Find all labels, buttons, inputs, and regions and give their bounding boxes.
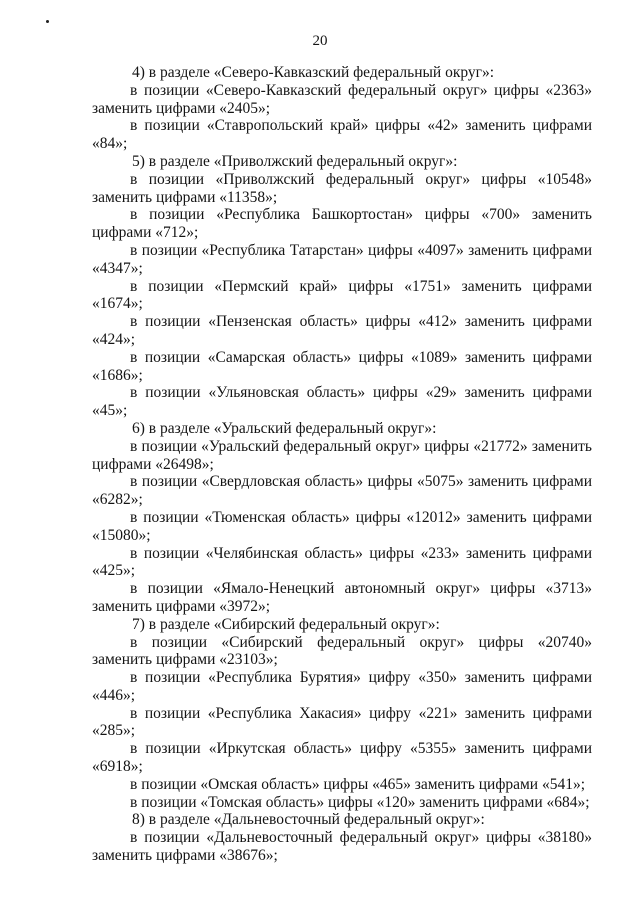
amendment-item: в позиции «Ямало-Ненецкий автономный округ» цифры «3713» заменить цифрами «3972»; <box>92 580 592 615</box>
amendment-item: в позиции «Пензенская область» цифры «412» заменить цифрами «424»; <box>92 313 592 348</box>
section-heading: 5) в разделе «Приволжский федеральный округ»: <box>132 152 458 170</box>
amendment-item: в позиции «Омская область» цифры «465» заменить цифрами «541»; <box>130 775 586 793</box>
amendment-item: в позиции «Республика Татарстан» цифры «4097» заменить цифрами «4347»; <box>92 241 592 277</box>
amendment-item: в позиции «Северо-Кавказский федеральный округ» цифры «2363» заменить цифрами «2405»; <box>92 81 592 117</box>
amendment-item: в позиции «Дальневосточный федеральный округ» цифры «38180» заменить цифрами «38676»; <box>92 829 592 865</box>
page-number: 20 <box>312 33 328 49</box>
amendment-item: в позиции «Самарская область» цифры «1089» заменить цифрами «1686»; <box>92 348 592 384</box>
amendment-item: в позиции «Республика Бурятия» цифру «350» заменить цифрами «446»; <box>92 669 592 704</box>
amendment-item: в позиции «Тюменская область» цифры «12012» заменить цифрами «15080»; <box>92 508 592 544</box>
document-body <box>92 64 592 865</box>
amendment-item: в позиции «Приволжский федеральный округ» цифры «10548» заменить цифрами «11358»; <box>92 170 592 206</box>
amendment-item: в позиции «Республика Башкортостан» цифры «700» заменить цифрами «712»; <box>92 206 592 242</box>
section-heading: 8) в разделе «Дальневосточный федеральный округ»: <box>132 811 485 829</box>
section-heading: 4) в разделе «Северо-Кавказский федеральный округ»: <box>132 64 495 81</box>
scan-speck <box>46 20 49 23</box>
amendment-item: в позиции «Уральский федеральный округ» цифры «21772» заменить цифрами «26498»; <box>92 437 592 473</box>
amendment-item: в позиции «Пермский край» цифры «1751» заменить цифрами «1674»; <box>92 277 592 313</box>
amendment-item: в позиции «Иркутская область» цифру «5355» заменить цифрами «6918»; <box>92 740 592 776</box>
section-heading: 7) в разделе «Сибирский федеральный округ»: <box>132 615 440 633</box>
amendment-item: в позиции «Ставропольский край» цифры «42» заменить цифрами «84»; <box>92 117 592 153</box>
section-heading: 6) в разделе «Уральский федеральный округ»: <box>132 419 437 437</box>
amendment-item: в позиции «Свердловская область» цифры «5075» заменить цифрами «6282»; <box>92 473 592 509</box>
amendment-item: в позиции «Томская область» цифры «120» заменить цифрами «684»; <box>130 793 590 811</box>
amendment-item: в позиции «Сибирский федеральный округ» цифры «20740» заменить цифрами «23103»; <box>92 633 592 669</box>
amendment-item: в позиции «Ульяновская область» цифры «29» заменить цифрами «45»; <box>92 384 592 420</box>
amendment-item: в позиции «Челябинская область» цифры «233» заменить цифрами «425»; <box>92 544 592 580</box>
amendment-item: в позиции «Республика Хакасия» цифру «221» заменить цифрами «285»; <box>92 704 592 740</box>
